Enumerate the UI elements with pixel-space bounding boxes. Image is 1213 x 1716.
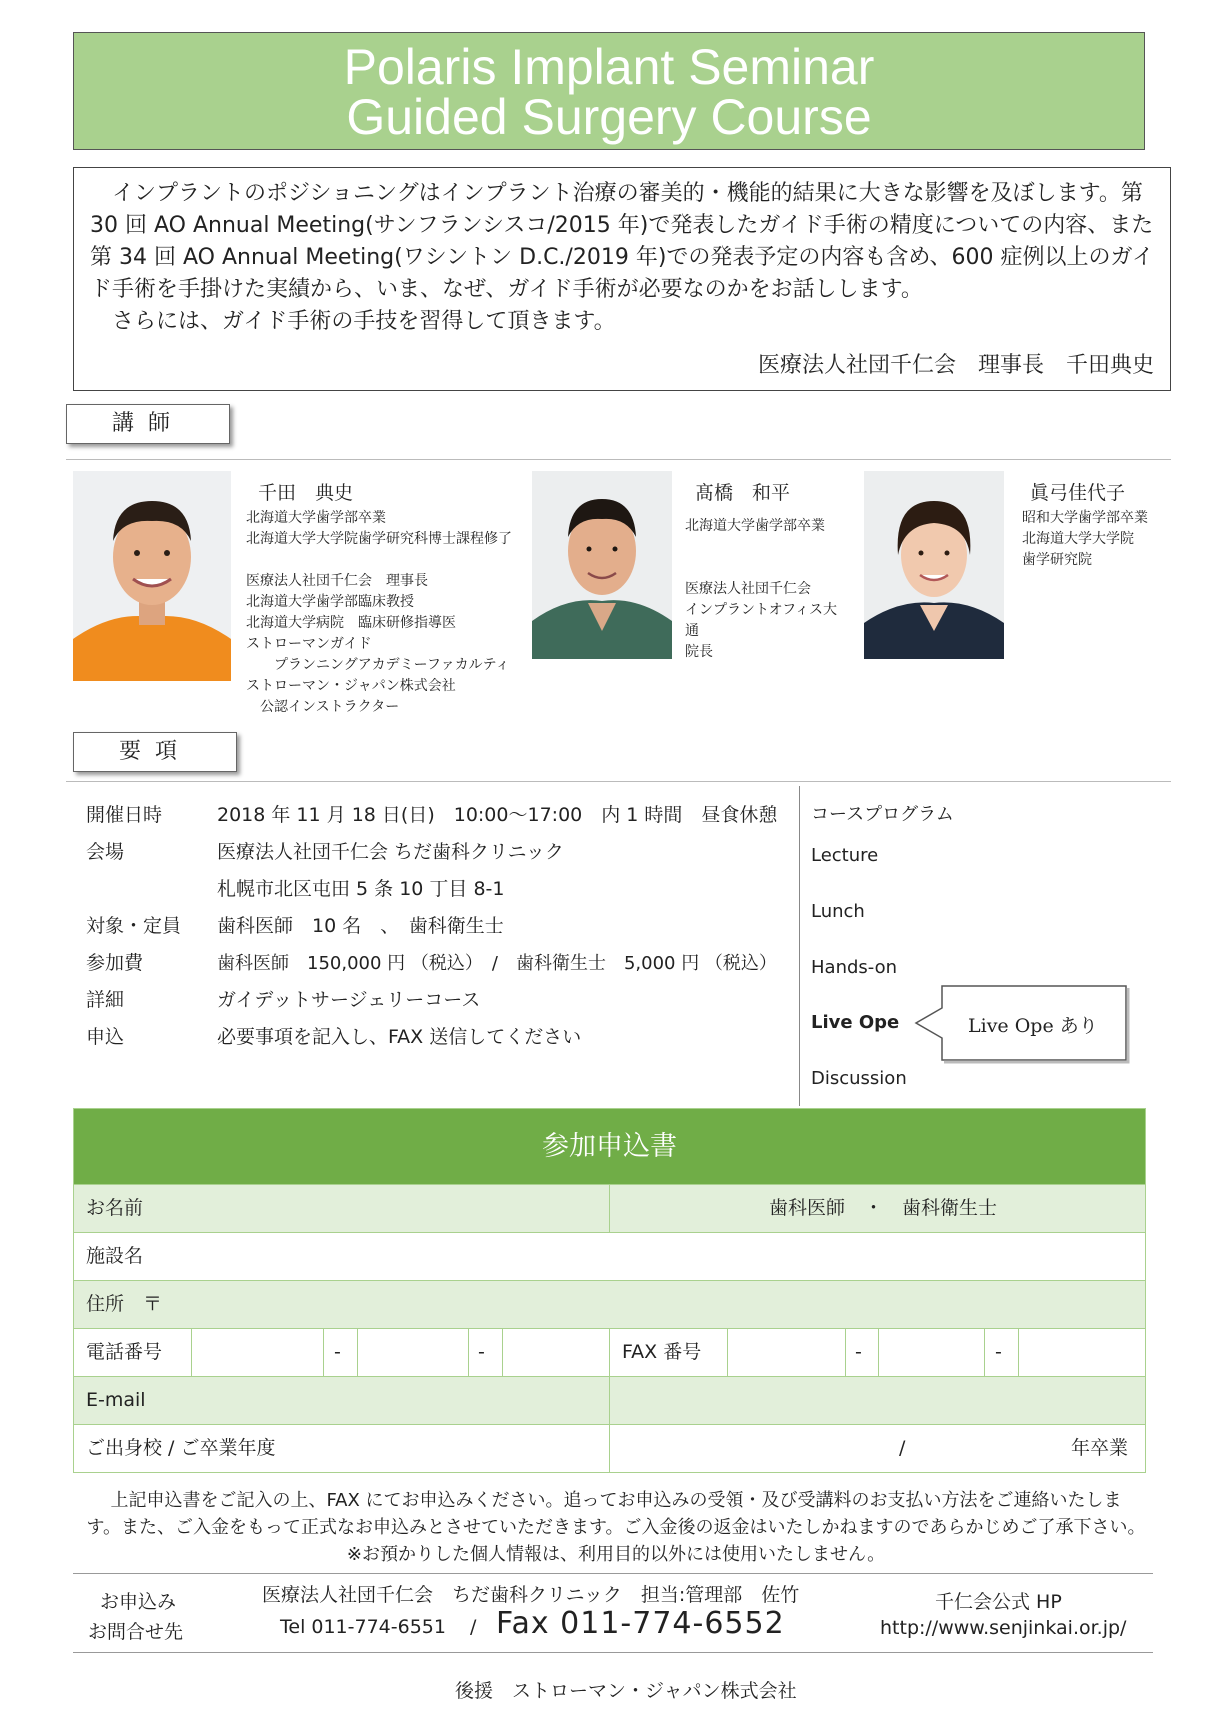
intro-box [73, 167, 1171, 391]
address-input[interactable] [204, 1281, 1144, 1328]
grad-year-input[interactable] [919, 1425, 1039, 1472]
contact-rule-top [73, 1573, 1153, 1574]
facility-input[interactable] [204, 1233, 1144, 1280]
form-row-email [74, 1376, 1145, 1424]
form-row-address [74, 1280, 1145, 1328]
detail-row [86, 1019, 796, 1056]
form-notes [66, 1487, 1166, 1568]
form-row-facility [74, 1232, 1145, 1280]
dash-separator: - [855, 1341, 862, 1363]
program-item: Lecture [811, 845, 879, 866]
lecturer-bio-1: 北海道大学歯学部卒業 北海道大学大学院歯学研究科博士課程修了 医療法人社団千仁会 理事長 北海道大学歯学部臨床教授 北海道大学病院 臨床研修指導医 ストローマンガイド プランニングアカデミーファカルティ ストローマン・ジャパン株式会社 公認インストラクター [246, 510, 512, 715]
contact-label-2: お問合せ先 [88, 1621, 184, 1643]
section-divider [66, 459, 1171, 460]
cell-divider [468, 1329, 469, 1376]
detail-label: 申込 [86, 1026, 125, 1048]
program-item: Lunch [811, 901, 865, 922]
intro-paragraph-1: インプラントのポジショニングはインプラント治療の審美的・機能的結果に大きな影響を及ぼします。第 30 回 AO Annual Meeting(サンフランシスコ/2015 年)で発表したガイド手術の精度についての内容、また第 34 回 AO Annual Meeting(ワシントン D.C./2019 年)での発表予定の内容も含め、600 症例以上のガイド手術を手掛けた実績から、いま、なぜ、ガイド手術が必要なのかをお話しします。 [90, 181, 1154, 302]
title-line-2: Guided Surgery Course [346, 89, 872, 145]
lecturer-name-1: 千田 典史 [258, 482, 354, 504]
fax-input-2[interactable] [879, 1329, 984, 1376]
intro-signature: 医療法人社団千仁会 理事長 千田典史 [757, 353, 1154, 378]
details-list [86, 797, 796, 1056]
fax-label: FAX 番号 [622, 1341, 702, 1363]
phone-input-1[interactable] [192, 1329, 323, 1376]
email-label: E-mail [86, 1389, 146, 1411]
lecturer-photo-3 [864, 471, 1004, 659]
lecturer-name-3: 眞弓佳代子 [1030, 482, 1126, 504]
contact-separator: / [470, 1616, 477, 1638]
detail-value: ガイデットサージェリーコース [217, 989, 481, 1011]
role-options[interactable]: 歯科医師 ・ 歯科衛生士 [769, 1197, 998, 1219]
grad-suffix: 年卒業 [1071, 1437, 1129, 1459]
hp-url[interactable]: http://www.senjinkai.or.jp/ [880, 1617, 1127, 1639]
intro-paragraph-2: さらには、ガイド手術の手技を習得して頂きます。 [112, 309, 616, 334]
detail-value: 歯科医師 150,000 円 （税込） / 歯科衛生士 5,000 円 （税込） [217, 953, 777, 974]
title-banner [73, 32, 1145, 150]
form-row-name [74, 1184, 1145, 1232]
program-item: Discussion [811, 1068, 907, 1089]
note-line-1: 上記申込書をご記入の上、FAX にてお申込みください。追ってお申込みの受領・及び受講料のお支払い方法をご連絡いたしま [110, 1490, 1122, 1511]
phone-input-3[interactable] [503, 1329, 609, 1376]
callout-text: Live Ope あり [968, 1015, 1098, 1037]
program-divider [799, 786, 800, 1106]
detail-label: 参加費 [86, 952, 144, 974]
fax-input-1[interactable] [728, 1329, 845, 1376]
hp-label: 千仁会公式 HP [935, 1591, 1062, 1613]
detail-label: 詳細 [86, 989, 125, 1011]
application-form [73, 1108, 1146, 1473]
contact-tel: Tel 011-774-6551 [280, 1616, 446, 1638]
email-input[interactable] [610, 1377, 1145, 1424]
title-line-1: Polaris Implant Seminar [343, 39, 875, 95]
dash-separator: - [995, 1341, 1002, 1363]
phone-label: 電話番号 [86, 1341, 163, 1363]
form-title: 参加申込書 [74, 1109, 1145, 1184]
note-line-3: ※お預かりした個人情報は、利用目的以外には使用いたしません。 [346, 1544, 886, 1565]
cell-divider [984, 1329, 985, 1376]
address-label: 住所 〒 [86, 1293, 163, 1315]
contact-org: 医療法人社団千仁会 ちだ歯科クリニック 担当:管理部 佐竹 [262, 1584, 800, 1606]
detail-label: 会場 [86, 841, 125, 863]
school-label: ご出身校 / ご卒業年度 [86, 1437, 276, 1459]
detail-row [86, 834, 796, 871]
cell-divider [323, 1329, 324, 1376]
lecturer-name-2: 髙橋 和平 [695, 482, 791, 504]
lecturer-bio-3: 昭和大学歯学部卒業 北海道大学大学院 歯学研究院 [1022, 510, 1148, 568]
program-item: Hands-on [811, 957, 898, 978]
detail-row [86, 982, 796, 1019]
facility-label: 施設名 [86, 1245, 144, 1267]
detail-label: 開催日時 [86, 804, 163, 826]
contact-label-1: お申込み [100, 1591, 177, 1613]
detail-row [86, 908, 796, 945]
detail-row [86, 797, 796, 834]
lecturer-bio-2: 北海道大学歯学部卒業 医療法人社団千仁会 インプラントオフィス大通 院長 [685, 518, 838, 660]
detail-row [86, 871, 796, 908]
school-input[interactable] [610, 1425, 870, 1472]
section-divider [66, 781, 1171, 782]
form-row-school [74, 1424, 1145, 1472]
lecturer-photo-1 [73, 471, 231, 681]
detail-row [86, 945, 796, 982]
form-row-phone-fax [74, 1328, 1145, 1376]
details-tag: 要項 [73, 732, 237, 772]
name-label: お名前 [86, 1197, 144, 1219]
cell-divider [609, 1329, 610, 1376]
slash-separator: / [899, 1437, 906, 1459]
cell-divider [845, 1329, 846, 1376]
detail-label: 対象・定員 [86, 915, 182, 937]
lecturers-tag: 講師 [66, 404, 230, 444]
note-line-2: す。また、ご入金をもって正式なお申込みとさせていただきます。ご入金後の返金はいたしかねますのであらかじめご了承下さい。 [86, 1517, 1146, 1538]
detail-value: 必要事項を記入し、FAX 送信してください [217, 1026, 582, 1048]
dash-separator: - [334, 1341, 341, 1363]
detail-value: 歯科医師 10 名 、 歯科衛生士 [217, 915, 504, 937]
program-item: Live Ope [811, 1012, 900, 1033]
phone-input-2[interactable] [358, 1329, 468, 1376]
contact-rule-bottom [73, 1652, 1153, 1653]
fax-input-3[interactable] [1019, 1329, 1144, 1376]
lecturer-photo-2 [532, 471, 672, 659]
detail-value: 医療法人社団千仁会 ちだ歯科クリニック [217, 841, 564, 863]
contact-fax: Fax 011-774-6552 [496, 1606, 785, 1641]
detail-value: 2018 年 11 月 18 日(日) 10:00～17:00 内 1 時間 昼食休憩 [217, 804, 778, 826]
sponsor-line: 後援 ストローマン・ジャパン株式会社 [455, 1680, 797, 1702]
dash-separator: - [478, 1341, 485, 1363]
detail-value: 札幌市北区屯田 5 条 10 丁目 8-1 [217, 878, 505, 900]
program-title: コースプログラム [811, 804, 954, 825]
